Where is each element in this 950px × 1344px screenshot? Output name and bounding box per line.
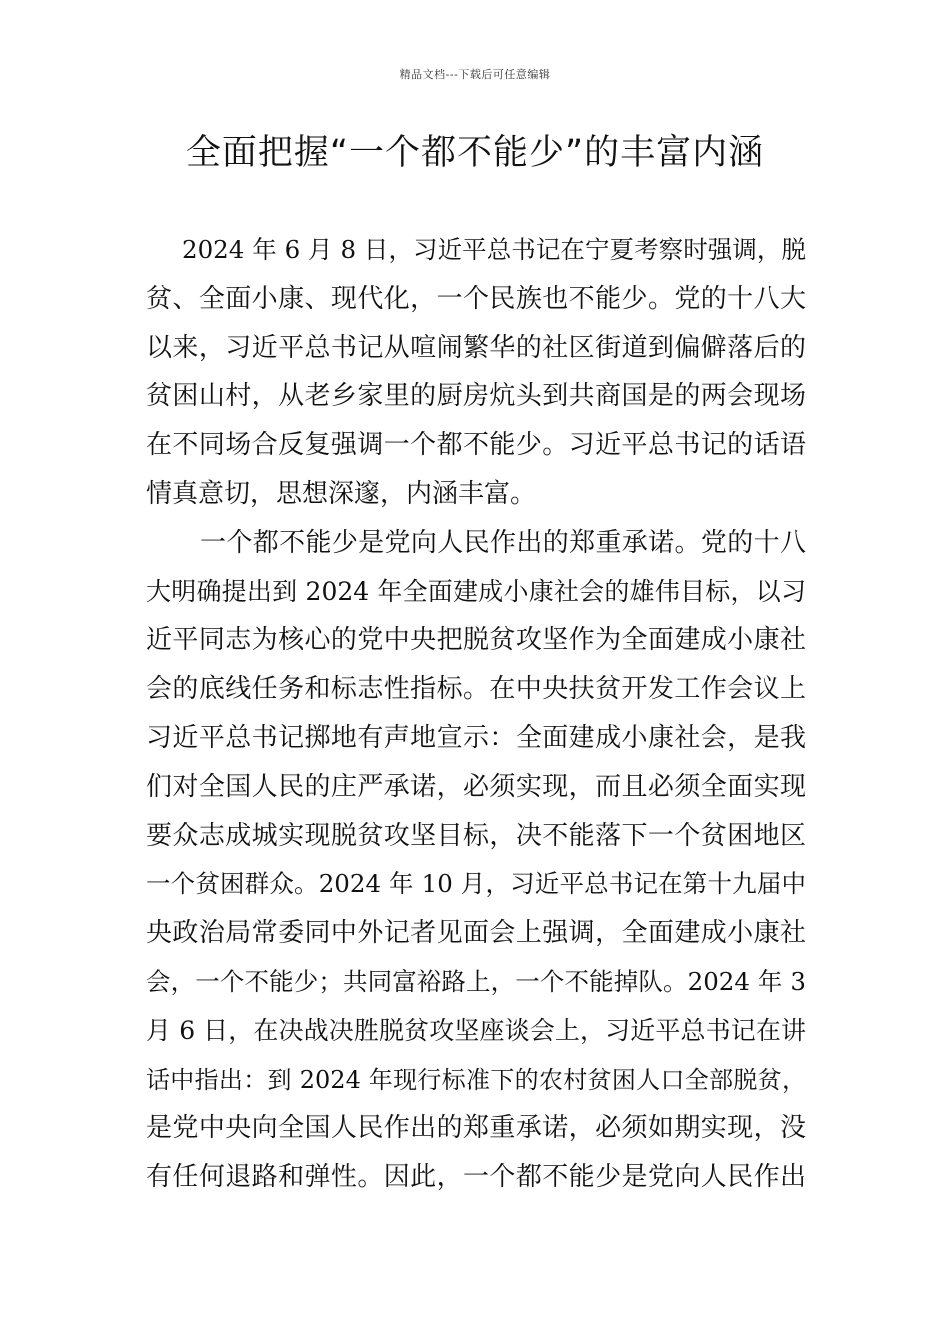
paragraph-2-line-4: 会的底线任务和标志性指标。在中央扶贫开发工作会议上 (146, 674, 806, 705)
paragraph-1-line-6: 情真意切，思想深邃，内涵丰富。 (146, 478, 537, 509)
paragraph-2-line-6: 们对全国人民的庄严承诺，必须实现，而且必须全面实现 (146, 771, 806, 802)
paragraph-2-line-2: 大明确提出到 2024 年全面建成小康社会的雄伟目标，以习 (146, 576, 806, 606)
document-title: 全面把握“一个都不能少”的丰富内涵 (185, 133, 765, 173)
paragraph-1-line-1: 2024 年 6 月 8 日，习近平总书记在宁夏考察时强调，脱 (182, 235, 806, 264)
paragraph-2-line-14: 有任何退路和弹性。因此，一个都不能少是党向人民作出 (146, 1162, 806, 1193)
paragraph-1-line-3: 以来，习近平总书记从喧闹繁华的社区街道到偏僻落后的 (146, 332, 806, 363)
document-body (146, 226, 806, 1202)
paragraph-2-line-3: 近平同志为核心的党中央把脱贫攻坚作为全面建成小康社 (146, 625, 806, 656)
paragraph-2-line-13: 是党中央向全国人民作出的郑重承诺，必须如期实现，没 (146, 1113, 806, 1144)
paragraph-2-line-12: 话中指出：到 2024 年现行标准下的农村贫困人口全部脱贫， (146, 1065, 806, 1094)
header-note: 精品文档---下载后可任意编辑 (399, 68, 551, 81)
paragraph-2-line-8: 一个贫困群众。2024 年 10 月，习近平总书记在第十九届中 (146, 869, 806, 899)
paragraph-2-line-5: 习近平总书记掷地有声地宣示：全面建成小康社会，是我 (146, 722, 806, 753)
paragraph-2-line-11: 月 6 日，在决战决胜脱贫攻坚座谈会上，习近平总书记在讲 (146, 1015, 806, 1045)
paragraph-2-line-9: 央政治局常委同中外记者见面会上强调，全面建成小康社 (146, 918, 806, 949)
paragraph-1-line-4: 贫困山村，从老乡家里的厨房炕头到共商国是的两会现场 (146, 381, 806, 412)
paragraph-1-line-2: 贫、全面小康、现代化，一个民族也不能少。党的十八大 (146, 283, 806, 314)
paragraph-2-line-7: 要众志成城实现脱贫攻坚目标，决不能落下一个贫困地区 (146, 820, 806, 851)
paragraph-2-line-10: 会，一个不能少；共同富裕路上，一个不能掉队。2024 年 3 (146, 966, 806, 996)
paragraph-2-line-1: 一个都不能少是党向人民作出的郑重承诺。党的十八 (200, 527, 806, 558)
paragraph-1-line-5: 在不同场合反复强调一个都不能少。习近平总书记的话语 (146, 430, 806, 461)
